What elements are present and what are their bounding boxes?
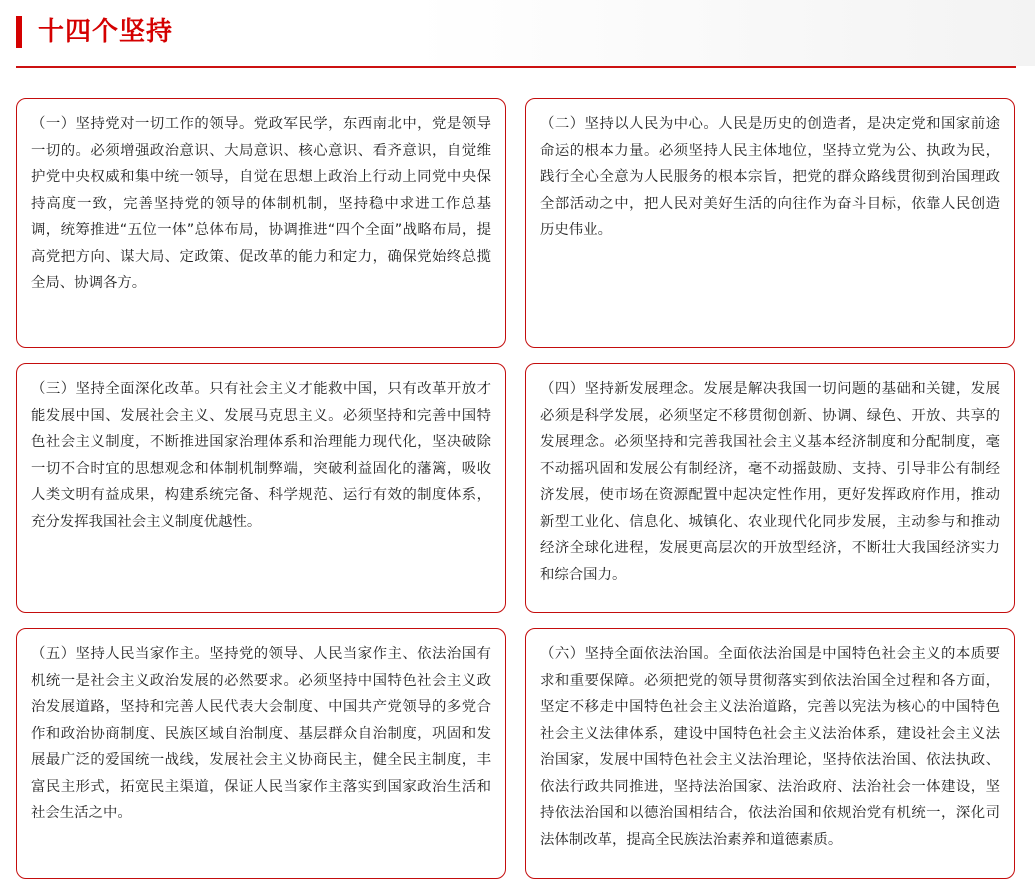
principle-text: （五）坚持人民当家作主。坚持党的领导、人民当家作主、依法治国有机统一是社会主义政治发展的必然要求。必须坚持中国特色社会主义政治发展道路，坚持和完善人民代表大会制度、中国共产党领导的多党合作和政治协商制度、民族区域自治制度、基层群众自治制度，巩固和发展最广泛的爱国统一战线，发展社会主义协商民主，健全民主制度，丰富民主形式，拓宽民主渠道，保证人民当家作主落实到国家政治生活和社会生活之中。: [31, 646, 491, 821]
principle-text: （二）坚持以人民为中心。人民是历史的创造者，是决定党和国家前途命运的根本力量。必须坚持人民主体地位，坚持立党为公、执政为民，践行全心全意为人民服务的根本宗旨，把党的群众路线贯彻到治国理政全部活动之中，把人民对美好生活的向往作为奋斗目标，依靠人民创造历史伟业。: [540, 116, 1000, 238]
principle-card-6: [525, 628, 1015, 879]
principle-card-1: [16, 98, 506, 348]
principle-card-5: [16, 628, 506, 879]
title-accent-bar: [16, 16, 22, 48]
principle-card-3: [16, 363, 506, 613]
principle-text: （四）坚持新发展理念。发展是解决我国一切问题的基础和关键，发展必须是科学发展，必须坚定不移贯彻创新、协调、绿色、开放、共享的发展理念。必须坚持和完善我国社会主义基本经济制度和分配制度，毫不动摇巩固和发展公有制经济，毫不动摇鼓励、支持、引导非公有制经济发展，使市场在资源配置中起决定性作用，更好发挥政府作用，推动新型工业化、信息化、城镇化、农业现代化同步发展，主动参与和推动经济全球化进程，发展更高层次的开放型经济，不断壮大我国经济实力和综合国力。: [540, 381, 1000, 583]
principle-card-4: [525, 363, 1015, 613]
section-header: [16, 14, 173, 50]
principle-text: （一）坚持党对一切工作的领导。党政军民学，东西南北中，党是领导一切的。必须增强政治意识、大局意识、核心意识、看齐意识，自觉维护党中央权威和集中统一领导，自觉在思想上政治上行动上同党中央保持高度一致，完善坚持党的领导的体制机制，坚持稳中求进工作总基调，统筹推进“五位一体”总体布局，协调推进“四个全面”战略布局，提高党把方向、谋大局、定政策、促改革的能力和定力，确保党始终总揽全局、协调各方。: [31, 116, 491, 291]
principle-card-2: [525, 98, 1015, 348]
header-divider: [16, 66, 1016, 68]
principle-text: （六）坚持全面依法治国。全面依法治国是中国特色社会主义的本质要求和重要保障。必须把党的领导贯彻落实到依法治国全过程和各方面，坚定不移走中国特色社会主义法治道路，完善以宪法为核心的中国特色社会主义法律体系，建设中国特色社会主义法治体系，建设社会主义法治国家，发展中国特色社会主义法治理论，坚持依法治国、依法执政、依法行政共同推进，坚持法治国家、法治政府、法治社会一体建设，坚持依法治国和以德治国相结合，依法治国和依规治党有机统一，深化司法体制改革，提高全民族法治素养和道德素质。: [540, 646, 1000, 848]
principle-text: （三）坚持全面深化改革。只有社会主义才能救中国，只有改革开放才能发展中国、发展社会主义、发展马克思主义。必须坚持和完善中国特色社会主义制度，不断推进国家治理体系和治理能力现代化，坚决破除一切不合时宜的思想观念和体制机制弊端，突破利益固化的藩篱，吸收人类文明有益成果，构建系统完备、科学规范、运行有效的制度体系，充分发挥我国社会主义制度优越性。: [31, 381, 491, 530]
page-title: 十四个坚持: [38, 17, 174, 47]
